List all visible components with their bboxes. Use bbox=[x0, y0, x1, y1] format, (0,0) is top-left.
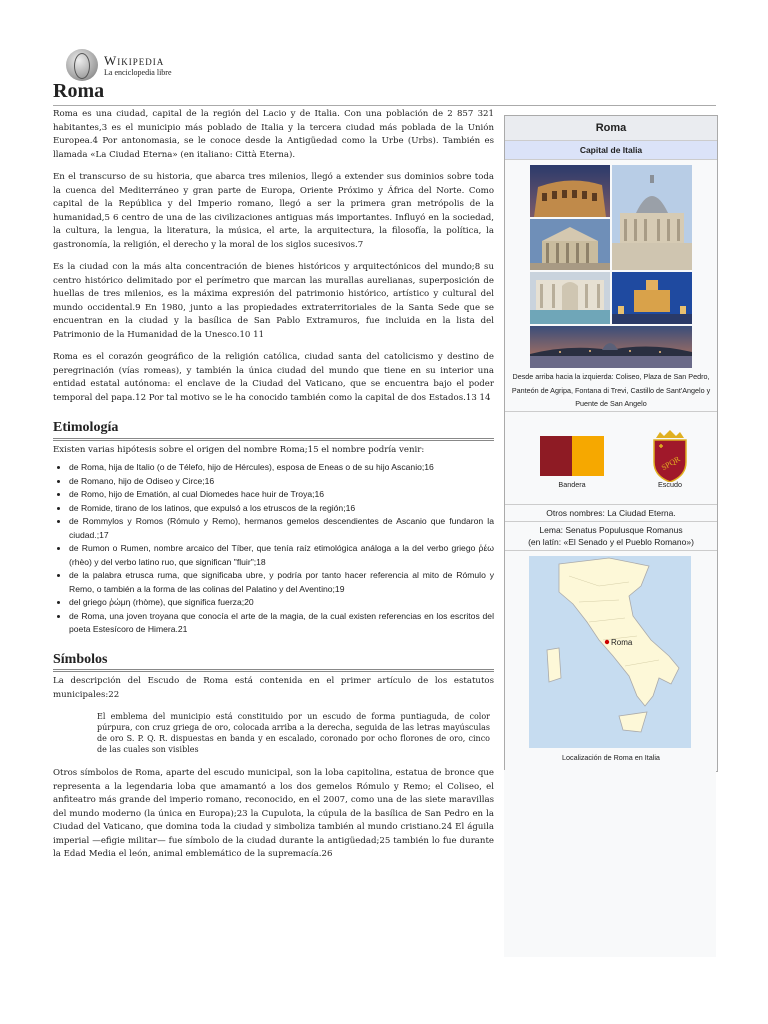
flag-label: Bandera bbox=[558, 479, 586, 489]
flag-image[interactable] bbox=[540, 436, 604, 476]
shield-label: Escudo bbox=[658, 479, 682, 489]
list-item: • de Romide, tirano de los latinos, que expulsó a los etruscos de la región;16 bbox=[69, 502, 494, 516]
sant-angelo-bridge-photo[interactable] bbox=[530, 326, 692, 368]
intro-paragraph-4: Roma es el corazón geográfico de la religión católica, ciudad santa del catolicismo y destino de peregrinación (vías romeas), y también la única ciudad del mundo que tiene en su interior una entidad estatal autónoma: el enclave de la Ciudad del Vaticano, que se encuentra bajo el poder temporal del papa.12 Por tal motivo se le ha conocido también como la capital de dos Estados.13 14 bbox=[53, 352, 494, 403]
castel-santangelo-photo[interactable] bbox=[612, 272, 692, 324]
pantheon-photo[interactable] bbox=[530, 219, 610, 270]
motto-line-1: Lema: Senatus Populusque Romanus bbox=[539, 524, 683, 535]
map-caption: Localización de Roma en Italia bbox=[562, 753, 660, 762]
title-divider bbox=[53, 105, 716, 106]
etymology-list bbox=[53, 461, 494, 637]
intro-paragraph-2: En el transcurso de su historia, que abarca tres milenios, llegó a extender sus dominios sobre toda la cuenca del Mediterráneo y gran parte de Europa, Oriente Próximo y África del Norte. Como capital de la República y del Imperio romano, llegó a ser la primera gran metrópolis de la humanidad,5 6 centro de una de las civilizaciones antiguas más importantes. Influyó en la sociedad, la cultura, la lengua, la literatura, la música, el arte, la arquitectura, la filosofía, la política, la gastronomía, la religión, el derecho y la moral de los siglos sucesivos.7 bbox=[53, 172, 494, 250]
other-names: Otros nombres: La Ciudad Eterna. bbox=[546, 507, 676, 518]
sidebar-background bbox=[504, 770, 716, 957]
section-heading-symbols: Símbolos bbox=[53, 653, 494, 673]
motto bbox=[505, 522, 717, 550]
location-map[interactable] bbox=[529, 556, 691, 748]
infobox-title: Roma bbox=[505, 116, 717, 141]
colosseum-photo[interactable] bbox=[530, 165, 610, 217]
list-item: • de Roma, hija de Italio (o de Télefo, hijo de Hércules), esposa de Eneas o de su hijo Ascanio;16 bbox=[69, 461, 494, 475]
map-city-label: Roma bbox=[611, 638, 633, 647]
st-peters-photo[interactable] bbox=[612, 165, 692, 270]
shield-spqr-text: SPQR bbox=[659, 453, 682, 472]
intro-paragraph-3: Es la ciudad con la más alta concentración de bienes históricos y arquitectónicos del mundo;8 su centro histórico delimitado por el perímetro que marcan las murallas aurelianas, superposición de huellas de tres milenios, es la máxima expresión del patrimonio histórico, artístico y cultural del mundo occidental.9 En 1980, junto a las propiedades extraterritoriales de la Santa Sede que se encuentran en la ciudad y la basílica de San Pablo Extramuros, fue incluida en la lista del Patrimonio de la Humanidad de la Unesco.10 11 bbox=[53, 262, 494, 340]
coat-of-arms-icon[interactable] bbox=[650, 430, 690, 482]
symbols-paragraph: Otros símbolos de Roma, aparte del escudo municipal, son la loba capitolina, estatua de bronce que representa a la legendaria loba que amamantó a los dos gemelos Rómulo y Remo; el Coliseo, el anfiteatro más grande del imperio romano, reconocido, en el 2007, como una de las siete maravillas del mundo moderno (la única en Europa);23 la Cupulota, la cúpula de la basílica de San Pedro en la Ciudad del Vaticano, que domina toda la ciudad y simboliza también al mundo cristiano.24 El águila imperial —efigie militar— fue símbolo de la ciudad durante la antigüedad;25 también lo fue durante la Edad Media el león, animal emblemático de la supremacía.26 bbox=[53, 768, 494, 859]
list-item: • de Roma, una joven troyana que conocía el arte de la magia, de la cual existen referencias en los escritos del poeta Estesícoro de Himera.21 bbox=[69, 610, 494, 637]
page-title: Roma bbox=[53, 80, 105, 102]
wikipedia-logo[interactable] bbox=[66, 49, 172, 81]
list-item: • de Rommylos y Romos (Rómulo y Remo), hermanos gemelos descendientes de Ascanio que fundaron la ciudad.;17 bbox=[69, 515, 494, 542]
italy-map-icon bbox=[529, 556, 691, 748]
list-item: • de Romano, hijo de Odiseo y Circe;16 bbox=[69, 475, 494, 489]
statute-quote: El emblema del municipio está constituido por un escudo de forma puntiaguda, de color púrpura, con cruz griega de oro, colocada arriba a la derecha, seguida de las letras mayúsculas de oro S. P. Q. R. dispuestas en banda y en escalado, coronado por ocho florones de oro, cinco de las cuales son visibles bbox=[97, 712, 490, 754]
list-item: • de Rumon o Rumen, nombre arcaico del Tíber, que tenía raíz etimológica análoga a la del verbo griego ῥέω (rhèo) y del verbo latino ruo, que significan "fluir";18 bbox=[69, 542, 494, 569]
etymology-lead: Existen varias hipótesis sobre el origen del nombre Roma;15 el nombre podría venir: bbox=[53, 444, 425, 455]
photo-caption: Desde arriba hacia la izquierda: Coliseo, Plaza de San Pedro, Panteón de Agripa, Fontana di Trevi, Castillo de Sant'Angelo y Puente de San Angelo bbox=[511, 372, 711, 408]
list-item: • de la palabra etrusca ruma, que significaba ubre, y podría por tanto hacer referencia al mito de Rómulo y Remo, o también a la forma de las colinas del Palatino y del Aventino;19 bbox=[69, 569, 494, 596]
site-tagline: La enciclopedia libre bbox=[104, 67, 172, 77]
flag-and-shield bbox=[505, 412, 717, 504]
photo-montage[interactable] bbox=[505, 160, 717, 370]
infobox bbox=[504, 115, 718, 772]
motto-line-2: (en latín: «El Senado y el Pueblo Romano») bbox=[528, 536, 694, 547]
site-name: Wikipedia bbox=[104, 52, 165, 68]
trevi-fountain-photo[interactable] bbox=[530, 272, 610, 324]
article-body bbox=[53, 108, 494, 871]
section-heading-etymology: Etimología bbox=[53, 421, 494, 441]
list-item: • del griego ῥώμη (rhòme), que significa fuerza;20 bbox=[69, 596, 494, 610]
infobox-subtitle[interactable]: Capital de Italia bbox=[505, 141, 717, 160]
symbols-lead: La descripción del Escudo de Roma está contenida en el primer artículo de los estatutos municipales:22 bbox=[53, 676, 494, 700]
list-item: • de Romo, hijo de Ematión, al cual Diomedes hace huir de Troya;16 bbox=[69, 488, 494, 502]
intro-paragraph-1: Roma es una ciudad, capital de la región del Lacio y de Italia. Con una población de 2 857 321 habitantes,3 es el municipio más poblado de Italia y la tercera ciudad más poblada de la Unión Europea.4 Por antonomasia, se le conoce desde la Antigüedad como la Urbe (Urbs). También es llamada «La Ciudad Eterna» (en italiano: Città Eterna). bbox=[53, 109, 494, 160]
wikipedia-globe-icon bbox=[66, 49, 98, 81]
